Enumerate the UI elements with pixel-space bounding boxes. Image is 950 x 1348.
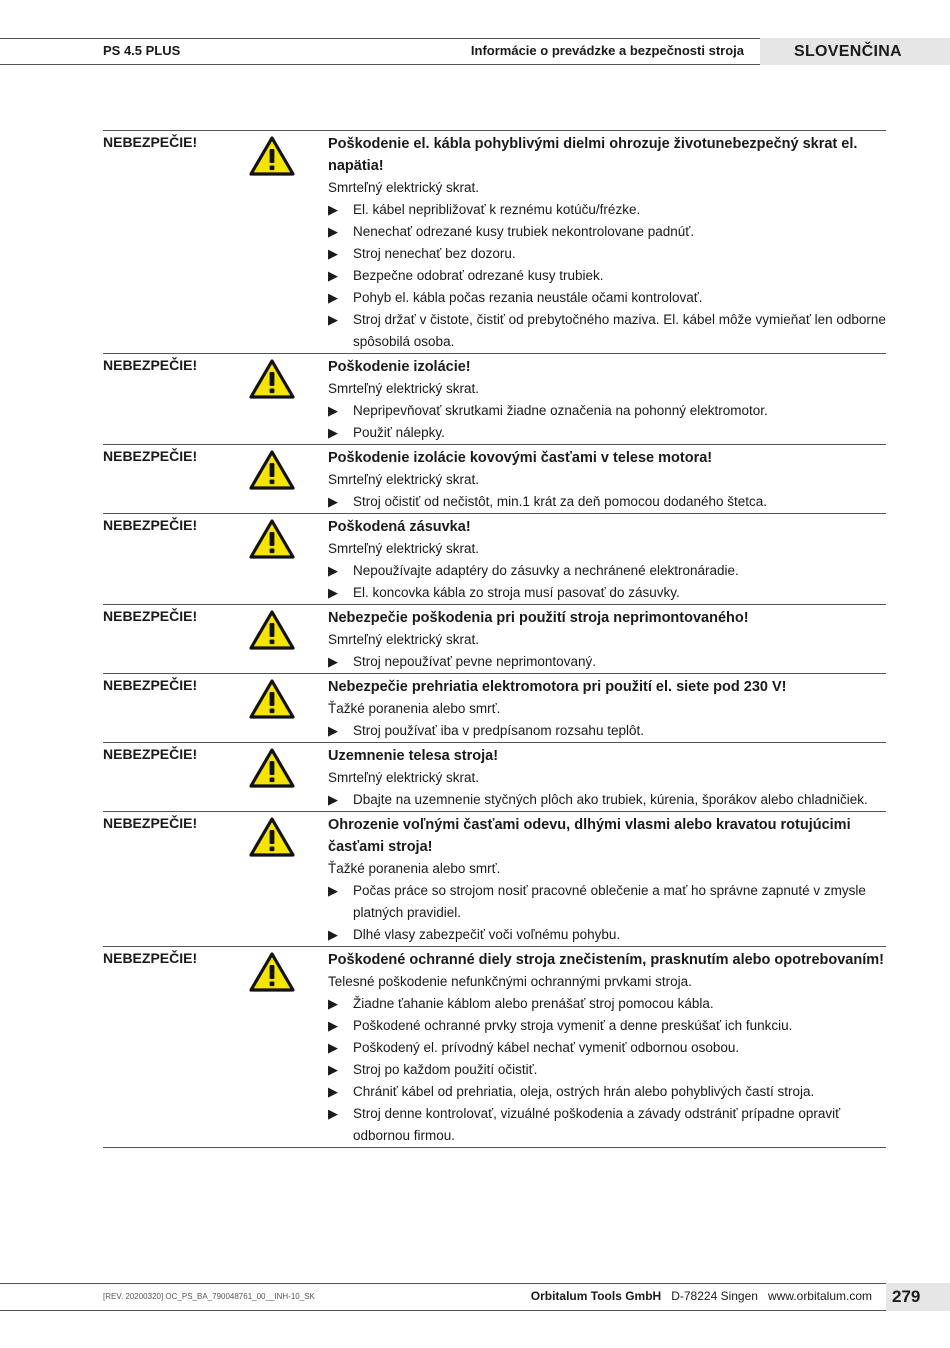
- warning-label: NEBEZPEČIE!: [103, 815, 198, 831]
- warning-consequence: Ťažké poranenia alebo smrť.: [328, 861, 501, 876]
- warning-body: [328, 605, 886, 673]
- warning-triangle-icon: [249, 610, 295, 650]
- list-item: [328, 582, 886, 604]
- section-title: Informácie o prevádzke a bezpečnosti stroja: [470, 43, 744, 58]
- list-item-text: Stroj očistiť od nečistôt, min.1 krát za deň pomocou dodaného štetca.: [353, 494, 768, 509]
- list-item: [328, 400, 886, 422]
- list-item-text: Nepripevňovať skrutkami žiadne označenia na pohonný elektromotor.: [353, 403, 768, 418]
- triangle-bullet-icon: ▶: [328, 563, 338, 578]
- warning-triangle-icon: [249, 519, 295, 559]
- list-item: [328, 880, 886, 924]
- warning-title: Poškodenie izolácie!: [328, 359, 471, 375]
- warning-triangle-icon: [249, 136, 295, 176]
- warning-label: NEBEZPEČIE!: [103, 608, 198, 624]
- warning-consequence: Smrteľný elektrický skrat.: [328, 381, 479, 396]
- footer-rule-top: [0, 1283, 886, 1284]
- company-info: [531, 1289, 872, 1303]
- list-item: [328, 789, 886, 811]
- triangle-bullet-icon: ▶: [328, 723, 338, 738]
- warning-title: Nebezpečie poškodenia pri použití stroja neprimontovaného!: [328, 610, 749, 626]
- triangle-bullet-icon: ▶: [328, 312, 338, 327]
- list-item-text: El. kábel nepribližovať k reznému kotúču/frézke.: [353, 202, 641, 217]
- warning-measures-list: [328, 651, 886, 673]
- list-item: [328, 287, 886, 309]
- list-item-text: Počas práce so strojom nosiť pracovné oblečenie a mať ho správne zapnuté v zmysle platných pravidiel.: [353, 883, 866, 920]
- warning-body: [328, 743, 886, 811]
- list-item: [328, 309, 886, 353]
- warning-consequence: Smrteľný elektrický skrat.: [328, 180, 479, 195]
- warning-measures-list: [328, 993, 886, 1147]
- warning-measures-list: [328, 560, 886, 604]
- warning-label: NEBEZPEČIE!: [103, 950, 198, 966]
- triangle-bullet-icon: ▶: [328, 927, 338, 942]
- triangle-bullet-icon: ▶: [328, 654, 338, 669]
- list-item: [328, 1015, 886, 1037]
- warning-row: [103, 947, 886, 1148]
- warning-row: [103, 130, 886, 354]
- list-item-text: Stroj používať iba v predpísanom rozsahu teplôt.: [353, 723, 644, 738]
- list-item: [328, 422, 886, 444]
- list-item-text: Bezpečne odobrať odrezané kusy trubiek.: [353, 268, 604, 283]
- triangle-bullet-icon: ▶: [328, 425, 338, 440]
- list-item: [328, 1037, 886, 1059]
- warning-body: [328, 674, 886, 742]
- warning-row: [103, 605, 886, 674]
- warning-label: NEBEZPEČIE!: [103, 746, 198, 762]
- triangle-bullet-icon: ▶: [328, 290, 338, 305]
- warning-label: NEBEZPEČIE!: [103, 677, 198, 693]
- list-item-text: Poškodený el. prívodný kábel nechať vymeniť odbornou osobou.: [353, 1040, 740, 1055]
- revision-code: [REV. 20200320] OC_PS_BA_790048761_00__INH-10_SK: [103, 1292, 315, 1301]
- warning-title: Poškodenie izolácie kovovými časťami v telese motora!: [328, 450, 713, 466]
- warning-row: [103, 743, 886, 812]
- header-rule-bottom: [0, 64, 760, 65]
- triangle-bullet-icon: ▶: [328, 202, 338, 217]
- warning-triangle-icon: [249, 952, 295, 992]
- warning-measures-list: [328, 789, 886, 811]
- list-item: [328, 720, 886, 742]
- triangle-bullet-icon: ▶: [328, 246, 338, 261]
- warning-triangle-icon: [249, 748, 295, 788]
- warning-triangle-icon: [249, 359, 295, 399]
- warning-title: Poškodené ochranné diely stroja znečistením, prasknutím alebo opotrebovaním!: [328, 952, 884, 968]
- warning-consequence: Smrteľný elektrický skrat.: [328, 541, 479, 556]
- warning-triangle-icon: [249, 450, 295, 490]
- list-item-text: Chrániť kábel od prehriatia, oleja, ostrých hrán alebo pohyblivých častí stroja.: [353, 1084, 815, 1099]
- warning-body: [328, 131, 886, 353]
- list-item: [328, 265, 886, 287]
- list-item-text: Stroj nepoužívať pevne neprimontovaný.: [353, 654, 596, 669]
- list-item-text: Stroj držať v čistote, čistiť od prebytočného maziva. El. kábel môže vymieňať len odborne spôsobilá osoba.: [353, 312, 886, 349]
- list-item-text: El. koncovka kábla zo stroja musí pasovať do zásuvky.: [353, 585, 680, 600]
- triangle-bullet-icon: ▶: [328, 883, 338, 898]
- list-item-text: Nepoužívajte adaptéry do zásuvky a nechránené elektronáradie.: [353, 563, 739, 578]
- list-item: [328, 651, 886, 673]
- warning-consequence: Telesné poškodenie nefunkčnými ochrannými prvkami stroja.: [328, 974, 692, 989]
- header-rule-top: [0, 38, 760, 39]
- warning-label: NEBEZPEČIE!: [103, 357, 198, 373]
- warning-title: Poškodená zásuvka!: [328, 519, 471, 535]
- warning-title: Uzemnenie telesa stroja!: [328, 748, 499, 764]
- warning-title: Ohrozenie voľnými časťami odevu, dlhými vlasmi alebo kravatou rotujúcimi časťami stroja!: [328, 817, 851, 855]
- warning-triangle-icon: [249, 679, 295, 719]
- warning-body: [328, 947, 886, 1147]
- list-item-text: Stroj nenechať bez dozoru.: [353, 246, 516, 261]
- warning-row: [103, 445, 886, 514]
- warning-body: [328, 812, 886, 946]
- triangle-bullet-icon: ▶: [328, 1106, 338, 1121]
- warning-label: NEBEZPEČIE!: [103, 517, 198, 533]
- warning-label: NEBEZPEČIE!: [103, 134, 198, 150]
- triangle-bullet-icon: ▶: [328, 1018, 338, 1033]
- warning-body: [328, 445, 886, 513]
- list-item-text: Nenechať odrezané kusy trubiek nekontrolovane padnúť.: [353, 224, 695, 239]
- warnings-table: [103, 130, 886, 1148]
- warning-body: [328, 354, 886, 444]
- list-item-text: Stroj po každom použití očistiť.: [353, 1062, 538, 1077]
- triangle-bullet-icon: ▶: [328, 224, 338, 239]
- page-footer: [0, 1283, 950, 1311]
- warning-triangle-icon: [249, 817, 295, 857]
- page-header: [0, 38, 950, 65]
- warning-row: [103, 354, 886, 445]
- warning-consequence: Smrteľný elektrický skrat.: [328, 472, 479, 487]
- triangle-bullet-icon: ▶: [328, 1040, 338, 1055]
- warning-title: Poškodenie el. kábla pohyblivými dielmi ohrozuje životunebezpečný skrat el. napätia!: [328, 136, 858, 174]
- list-item: [328, 560, 886, 582]
- warning-title: Nebezpečie prehriatia elektromotora pri použití el. siete pod 230 V!: [328, 679, 787, 695]
- list-item: [328, 1081, 886, 1103]
- page-number: 279: [886, 1283, 950, 1311]
- list-item: [328, 1103, 886, 1147]
- warning-row: [103, 514, 886, 605]
- triangle-bullet-icon: ▶: [328, 792, 338, 807]
- warning-consequence: Ťažké poranenia alebo smrť.: [328, 701, 501, 716]
- list-item-text: Dbajte na uzemnenie styčných plôch ako trubiek, kúrenia, šporákov alebo chladničiek.: [353, 792, 868, 807]
- triangle-bullet-icon: ▶: [328, 585, 338, 600]
- warning-label: NEBEZPEČIE!: [103, 448, 198, 464]
- list-item-text: Dlhé vlasy zabezpečiť voči voľnému pohybu.: [353, 927, 621, 942]
- warning-measures-list: [328, 199, 886, 353]
- list-item-text: Použiť nálepky.: [353, 425, 445, 440]
- company-address: D-78224 Singen: [671, 1289, 758, 1303]
- triangle-bullet-icon: ▶: [328, 1062, 338, 1077]
- warning-row: [103, 812, 886, 947]
- warning-row: [103, 674, 886, 743]
- footer-rule-bottom: [0, 1310, 886, 1311]
- list-item: [328, 221, 886, 243]
- warning-measures-list: [328, 880, 886, 946]
- list-item-text: Poškodené ochranné prvky stroja vymeniť a denne preskúšať ich funkciu.: [353, 1018, 793, 1033]
- company-website[interactable]: www.orbitalum.com: [767, 1289, 872, 1303]
- language-tab: SLOVENČINA: [760, 38, 950, 65]
- list-item-text: Pohyb el. kábla počas rezania neustále očami kontrolovať.: [353, 290, 703, 305]
- warning-consequence: Smrteľný elektrický skrat.: [328, 632, 479, 647]
- warning-body: [328, 514, 886, 604]
- product-model: PS 4.5 PLUS: [103, 43, 181, 58]
- triangle-bullet-icon: ▶: [328, 403, 338, 418]
- list-item: [328, 491, 886, 513]
- warning-measures-list: [328, 400, 886, 444]
- triangle-bullet-icon: ▶: [328, 1084, 338, 1099]
- list-item-text: Žiadne ťahanie káblom alebo prenášať stroj pomocou kábla.: [353, 996, 714, 1011]
- list-item-text: Stroj denne kontrolovať, vizuálné poškodenia a závady odstrániť prípadne opraviť odbornou firmou.: [353, 1106, 841, 1143]
- list-item: [328, 199, 886, 221]
- warning-measures-list: [328, 720, 886, 742]
- list-item: [328, 243, 886, 265]
- list-item: [328, 993, 886, 1015]
- triangle-bullet-icon: ▶: [328, 268, 338, 283]
- company-name: Orbitalum Tools GmbH: [530, 1289, 662, 1303]
- warning-measures-list: [328, 491, 886, 513]
- triangle-bullet-icon: ▶: [328, 494, 338, 509]
- list-item: [328, 1059, 886, 1081]
- list-item: [328, 924, 886, 946]
- warning-consequence: Smrteľný elektrický skrat.: [328, 770, 479, 785]
- triangle-bullet-icon: ▶: [328, 996, 338, 1011]
